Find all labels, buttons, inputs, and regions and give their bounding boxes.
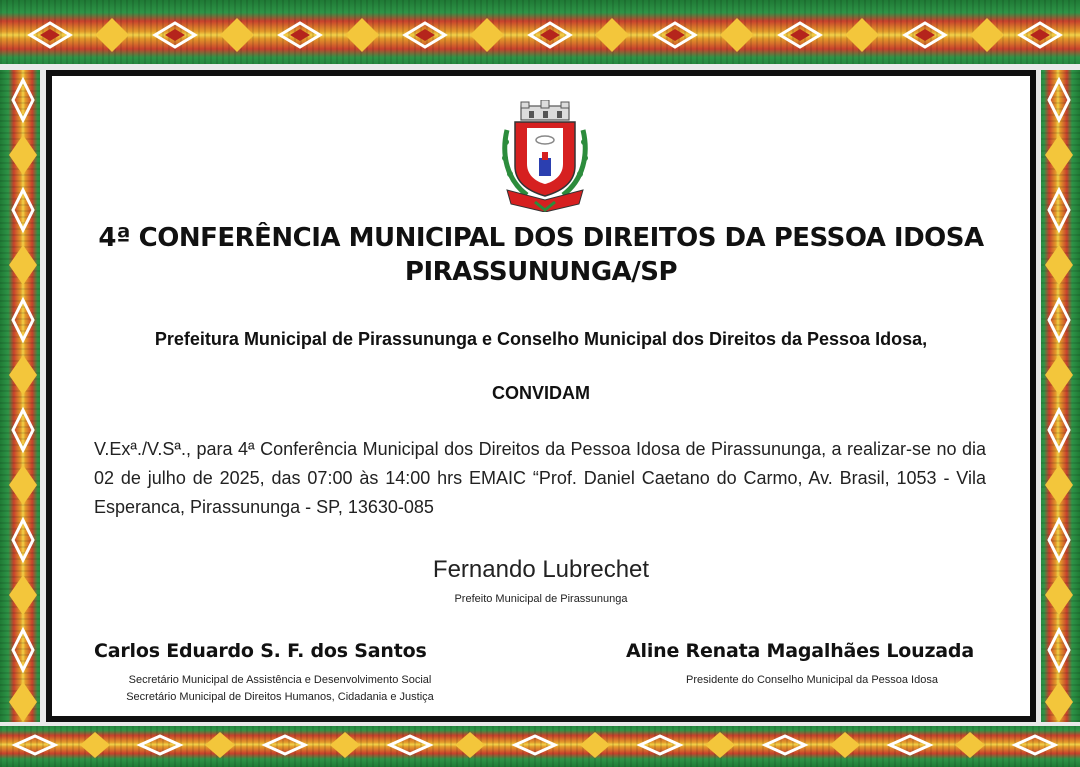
secretary-name: Carlos Eduardo S. F. dos Santos — [94, 640, 427, 662]
conference-location: PIRASSUNUNGA/SP — [404, 257, 678, 287]
diamond-pattern-bottom — [0, 722, 1080, 767]
conference-title: 4ª CONFERÊNCIA MUNICIPAL DOS DIREITOS DA PESSOA IDOSA — [98, 223, 984, 253]
diamond-pattern-top — [0, 0, 1080, 70]
border-bottom — [0, 722, 1080, 767]
council-president-name: Aline Renata Magalhães Louzada — [626, 640, 974, 662]
invite-heading: CONVIDAM — [492, 383, 590, 403]
border-right — [1036, 70, 1080, 722]
mayor-name: Fernando Lubrechet — [432, 556, 650, 583]
border-left — [0, 70, 46, 722]
secretary-roles — [80, 672, 480, 706]
mayor-role: Prefeito Municipal de Pirassununga — [454, 593, 628, 605]
secretary-role-1: Secretário Municipal de Assistência e Desenvolvimento Social — [128, 674, 432, 686]
diamond-pattern-right — [1036, 70, 1080, 722]
invitation-content — [52, 76, 1030, 716]
invitation-body: V.Exª./V.Sª., para 4ª Conferência Municipal dos Direitos da Pessoa Idosa de Pirassununga, a realizar-se no dia 02 de julho de 2025, das 07:00 às 14:00 hrs EMAIC “Prof. Daniel Caetano do Carmo, Av. Brasil, 1053 - Vila Esperanca, Pirassununga - SP, 13630-085 — [94, 439, 986, 517]
secretary-role-2: Secretário Municipal de Direitos Humanos, Cidadania e Justiça — [126, 691, 434, 703]
council-president-role: Presidente do Conselho Municipal da Pessoa Idosa — [686, 674, 938, 686]
municipal-coat-of-arms-icon — [497, 100, 593, 212]
invitation-card — [46, 70, 1036, 722]
hosts-line: Prefeitura Municipal de Pirassununga e Conselho Municipal dos Direitos da Pessoa Idosa, — [154, 329, 928, 349]
border-top — [0, 0, 1080, 70]
diamond-pattern-left — [0, 70, 46, 722]
